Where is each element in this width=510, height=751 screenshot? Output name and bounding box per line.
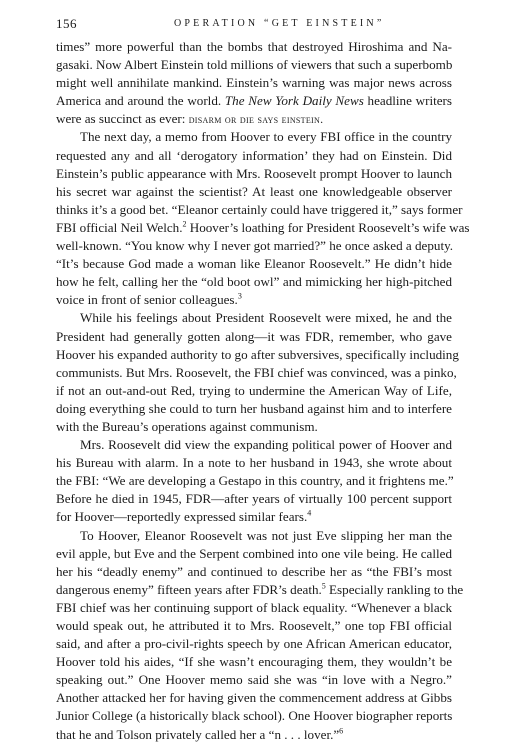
italic-title: The New York Daily News (224, 93, 364, 109)
text-line: FBI official Neil Welch.$^2$ Hoover’s loathing for President Roosevelt’s wife was (56, 219, 470, 235)
running-head: OPERATION “GET EINSTEIN” (174, 18, 385, 29)
paragraph (56, 309, 459, 436)
page-number: 156 (56, 16, 77, 31)
text-line: the FBI: “We are developing a Gestapo in this country, and it frightens me.” (56, 473, 454, 489)
text-line: if not an out-and-out Red, trying to undermine the American Way of Life, (56, 382, 452, 398)
body-text (56, 38, 470, 744)
text-line: While his feelings about President Roosevelt were mixed, he and the (80, 310, 452, 326)
text-line: said, and after a pro-civil-rights speech by one African American educator, (56, 636, 452, 652)
text-line: speaking out.” One Hoover memo said she was “in love with a Negro.” (56, 672, 452, 688)
text-line: thinks it’s a good bet. “Eleanor certainly could have triggered it,” says former (56, 201, 463, 217)
text-line: might well annihilate mankind. Einstein’s warning was major news across (56, 75, 452, 91)
text-line: for Hoover—reportedly expressed similar fears.$^4$ (56, 509, 312, 525)
text-line: Hoover his expanded authority to go after subversives, specifically including (56, 346, 459, 362)
text-line: America and around the world. The New York Daily News headline writers (56, 93, 452, 109)
text-line: his secret war against the scientist? At least one knowledgeable observer (56, 183, 452, 199)
footnote-marker: 6 (339, 726, 344, 736)
text-line: dangerous enemy” fifteen years after FDR’s death.$^5$ Especially rankling to the (56, 581, 464, 597)
paragraph (56, 527, 464, 744)
text-line: requested any and all ‘derogatory information’ they had on Einstein. Did (56, 147, 452, 163)
text-line: how he felt, calling her the “old boot owl” and mimicking her high-pitched (56, 274, 452, 290)
paragraph (56, 38, 452, 128)
text-line: To Hoover, Eleanor Roosevelt was not just Eve slipping her man the (80, 527, 452, 543)
text-line: voice in front of senior colleagues.$^3$ (56, 291, 242, 308)
text-line: Another attacked her for having given the commencement address at Gibbs (56, 690, 452, 706)
text-line: President had generally gotten along—it was FDR, remember, who gave (56, 328, 452, 344)
text-line: times” more powerful than the bombs that destroyed Hiroshima and Na- (56, 39, 452, 54)
text-line: gasaki. Now Albert Einstein told millions of viewers that such a superbomb (56, 57, 453, 73)
text-line: Einstein’s public appearance with Mrs. Roosevelt prompt Hoover to launch (56, 165, 452, 181)
text-line: Hoover told his aides, “If she wasn’t encouraging them, they wouldn’t be (56, 654, 452, 670)
paragraph (56, 436, 452, 526)
text-line: would speak out, he attributed it to Mrs. Roosevelt,” one top FBI official (56, 618, 452, 633)
text-line: were as succinct as ever: disarm or die says einstein. (56, 111, 324, 127)
text-line: “It’s because God made a woman like Eleanor Roosevelt.” He didn’t hide (56, 256, 452, 272)
text-line: his Bureau with alarm. In a note to her husband in 1943, she wrote about (56, 455, 452, 471)
footnote-marker: 3 (237, 291, 242, 301)
page-header (56, 14, 452, 34)
text-line: communists. But Mrs. Roosevelt, the FBI chief was convinced, was a pinko, (56, 364, 457, 380)
text-line: Mrs. Roosevelt did view the expanding political power of Hoover and (80, 437, 452, 453)
text-line: with the Bureau’s operations against communism. (56, 418, 318, 434)
small-caps-headline: disarm or die says einstein. (188, 112, 324, 127)
text-line: FBI chief was her continuing support of black equality. “Whenever a black (56, 599, 452, 615)
footnote-marker: 4 (307, 509, 312, 519)
text-line: that he and Tolson privately called her a “n . . . lover.”$^6$ (56, 726, 344, 742)
text-line: her his “deadly enemy” and continued to describe her as “the FBI’s most (56, 563, 452, 579)
text-line: Before he died in 1945, FDR—after years of virtually 100 percent support (56, 491, 452, 507)
text-line: well-known. “You know why I never got married?” he once asked a deputy. (56, 238, 454, 254)
text-line: Junior College (a historically black school). One Hoover biographer reports (56, 708, 453, 724)
text-line: The next day, a memo from Hoover to every FBI office in the country (80, 129, 452, 145)
paragraph (56, 128, 470, 309)
text-line: evil apple, but Eve and the Serpent combined into one vile being. He called (56, 545, 452, 561)
footnote-marker: 2 (182, 219, 187, 229)
footnote-marker: 5 (321, 581, 326, 591)
text-line: doing everything she could to turn her husband against him and to interfere (56, 400, 452, 416)
